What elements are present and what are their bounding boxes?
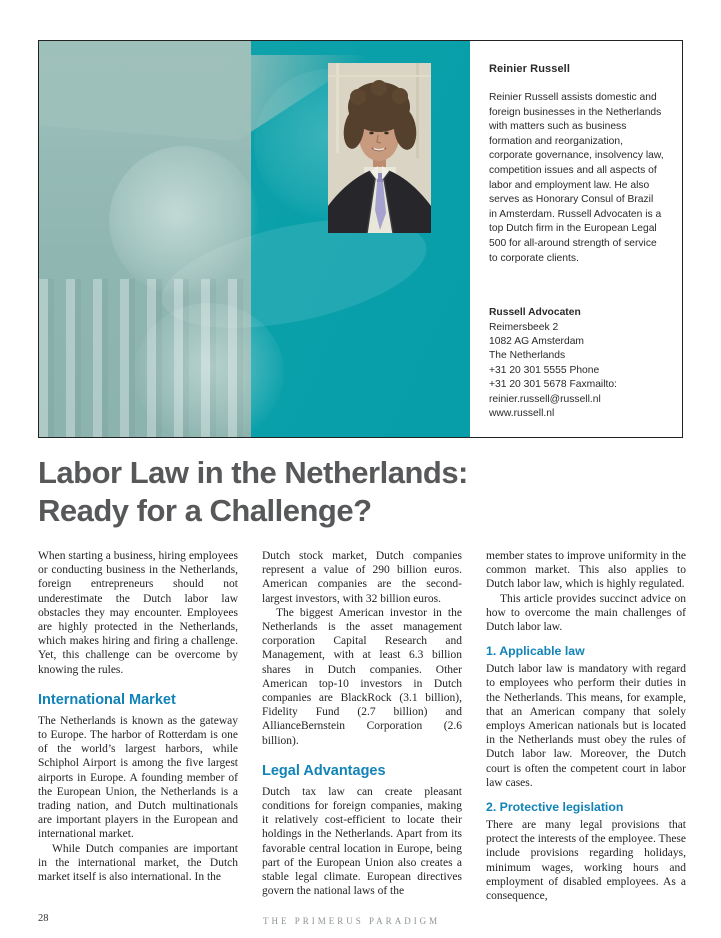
paragraph: Dutch labor law is mandatory with regard to employees who perform their duties in the Netherlands. This means, for example, that an American company that solely employs American nationals but is located in the Netherlands must obey the rules of Dutch labor law. Moreover, the Dutch court is often the competent court in labor law cases. [486, 663, 686, 789]
paragraph: The Netherlands is known as the gateway to Europe. The harbor of Rotterdam is one of the world’s largest harbors, while Schiphol Airport is among the five largest airports in Europe. A founding member of the European Union, the Netherlands is a trading nation, and Dutch multinationals are important players in the European and international market. [38, 714, 238, 841]
author-hero [38, 40, 683, 438]
paragraph: There are many legal provisions that protect the interests of the employee. These include provisions regarding holidays, minimum wages, working hours and employment of disabled employees. As a consequence, [486, 819, 687, 903]
paragraph: Dutch tax law can create pleasant conditions for foreign companies, making it relatively cost-efficient to locate their holdings in the Netherlands. Apart from its favorable central location in Europe, being part of the European Union also creates a stable legal climate. European directives govern the national laws of the [262, 785, 462, 898]
paragraph: While Dutch companies are important in the international market, the Dutch market itself is also international. In the [38, 842, 238, 884]
paragraph: Dutch stock market, Dutch companies represent a value of 290 billion euros. American companies are the second-largest investors, with 32 billion euros. [262, 550, 462, 605]
author-name: Reinier Russell [489, 63, 570, 75]
contact-phone: +31 20 301 5555 Phone [489, 364, 600, 376]
contact-email: reinier.russell@russell.nl [489, 393, 601, 405]
paragraph: The biggest American investor in the Netherlands is the asset management corporation Capital Research and Management, with at least 6.3 billion shares in Dutch companies. Other American top-10 investors in Dutch companies are BlackRock (3.1 billion), Fidelity Fund (2.7 billion) and AllianceBernstein Corporation (2.6 billion). [262, 606, 462, 747]
section-heading-legal-advantages: Legal Advantages [262, 762, 386, 779]
article-column-2 [262, 549, 462, 903]
article-column-3 [486, 549, 686, 903]
intro-paragraph: When starting a business, hiring employees or conducting business in the Netherlands, foreign entrepreneurs should not underestimate the Dutch labor law obstacles they may encounter. Employees are highly protected in the Netherlands, which makes hiring and firing a challenge. Yet, this challenge can be overcome by knowing the rules. [38, 550, 238, 676]
article-column-1 [38, 549, 238, 903]
portrait-photo [328, 63, 431, 233]
author-bio-panel [470, 41, 682, 437]
article-columns [38, 549, 687, 903]
contact-city: 1082 AG Amsterdam [489, 335, 585, 347]
page-number: 28 [38, 913, 49, 924]
article-title-line2: Ready for a Challenge? [38, 493, 372, 528]
column-flutes-shape [39, 279, 247, 437]
article-title-line1: Labor Law in the Netherlands: [38, 455, 468, 490]
author-contact [489, 306, 664, 421]
contact-street: Reimersbeek 2 [489, 321, 559, 333]
magazine-footer: THE PRIMERUS PARADIGM [263, 916, 441, 926]
section-heading-applicable-law: 1. Applicable law [486, 644, 585, 659]
author-bio-text: Reinier Russell assists domestic and foreign businesses in the Netherlands with matters such as business formation and reorganization, corporate governance, insolvency law, competition issues and all aspects of labor and employment law. He also serves as Honorary Consul of Brazil in Amsterdam. Russell Advocaten is a top Dutch firm in the European Legal 500 for all-around strength of service to corporate clients. [489, 92, 664, 264]
article-title [38, 454, 658, 530]
section-heading-international-market: International Market [38, 691, 176, 708]
contact-website: www.russell.nl [489, 407, 555, 419]
paragraph: member states to improve uniformity in the common market. This also applies to Dutch labor law, which is highly regulated. [486, 550, 686, 591]
contact-firm: Russell Advocaten [489, 307, 581, 319]
section-heading-protective-legislation: 2. Protective legislation [486, 800, 624, 815]
paragraph: This article provides succinct advice on how to overcome the main challenges of Dutch labor law. [486, 592, 686, 634]
contact-country: The Netherlands [489, 350, 566, 362]
contact-fax: +31 20 301 5678 Faxmailto: [489, 379, 617, 391]
column-capital-artwork [39, 41, 470, 437]
